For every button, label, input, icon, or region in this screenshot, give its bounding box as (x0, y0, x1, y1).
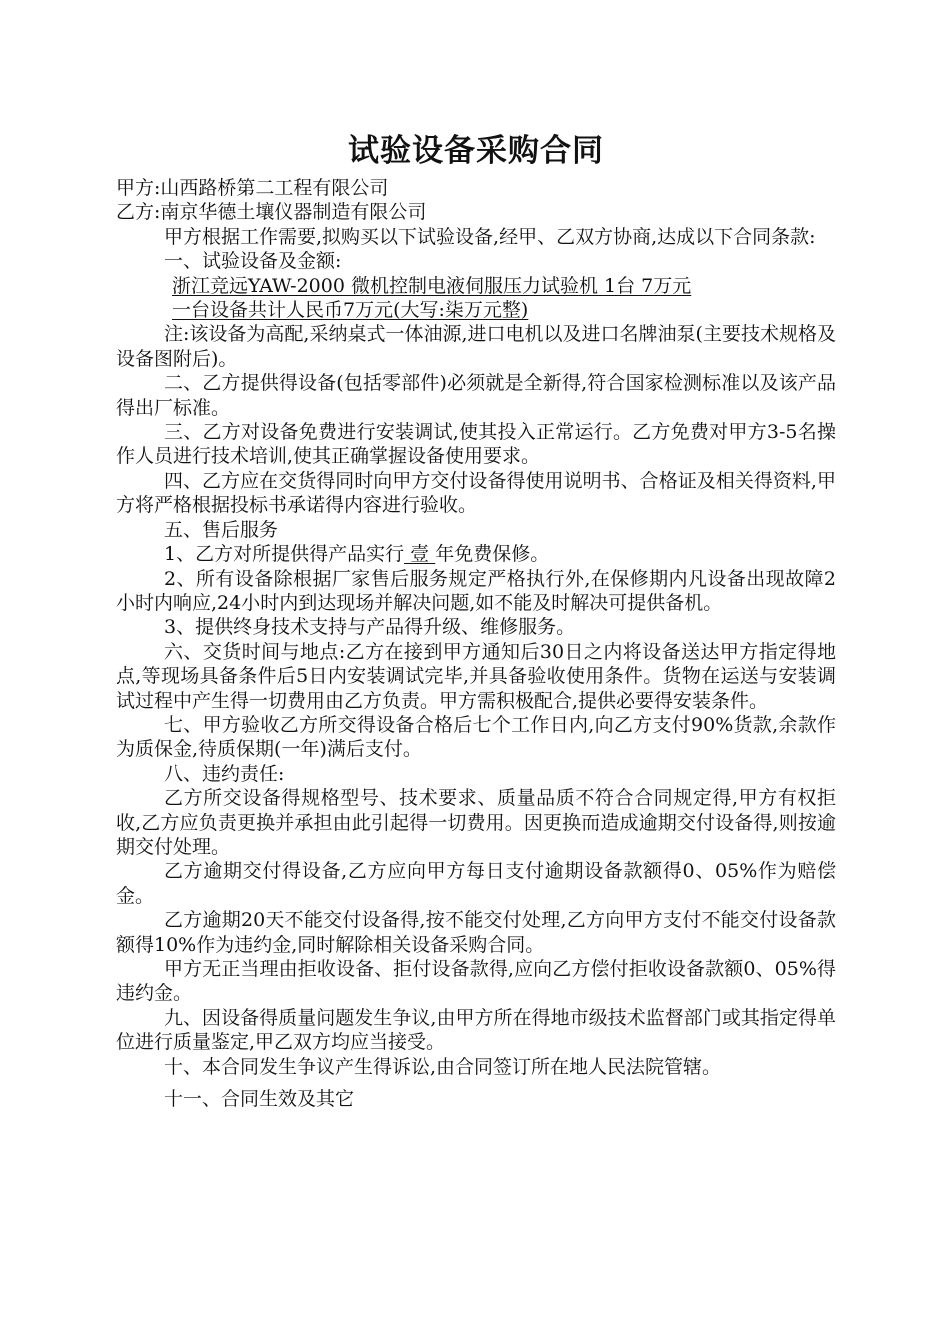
equipment-note: 注:该设备为高配,采纳桌式一体油源,进口电机以及进口名牌油泵(主要技术规格及设备图附后)。 (116, 323, 836, 370)
section-5-1-before: 1、乙方对所提供得产品实行 (164, 543, 405, 566)
section-11-title: 十一、合同生效及其它 (164, 1088, 355, 1111)
total-line-text: 一台设备共计人民币7万元(大写:柒万元整) (172, 299, 529, 322)
section-8-title: 八、违约责任: (164, 762, 285, 785)
warranty-years: 壹 (404, 543, 436, 566)
section-6: 六、交货时间与地点:乙方在接到甲方通知后30日之内将设备送达甲方指定得地点,等现场具备条件后5日内安装调试完毕,并具备验收使用条件。货物在运送与安装调试过程中产生得一切费用由乙方负责。甲方需积极配合,提供必要得安装条件。 (116, 640, 836, 712)
section-3: 三、乙方对设备免费进行安装调试,使其投入正常运行。乙方免费对甲方3-5名操作人员进行技术培训,使其正确掌握设备使用要求。 (116, 421, 836, 468)
section-4: 四、乙方应在交货得同时向甲方交付设备得使用说明书、合格证及相关得资料,甲方将严格根据投标书承诺得内容进行验收。 (116, 469, 836, 517)
contract-document (116, 128, 836, 1111)
section-9: 九、因设备得质量问题发生争议,由甲方所在得地市级技术监督部门或其指定得单位进行质量鉴定,甲乙双方均应当接受。 (116, 1006, 836, 1054)
section-8-paragraph-3: 乙方逾期20天不能交付设备得,按不能交付处理,乙方向甲方支付不能交付设备款额得10%作为违约金,同时解除相关设备采购合同。 (116, 909, 836, 956)
section-8-paragraph-2: 乙方逾期交付得设备,乙方应向甲方每日支付逾期设备款额得0、05%作为赔偿金。 (116, 860, 836, 907)
equipment-line (116, 274, 836, 298)
section-8-paragraph-4: 甲方无正当理由拒收设备、拒付设备款得,应向乙方偿付拒收设备款额0、05%得违约金。 (116, 958, 836, 1005)
section-5-2: 2、所有设备除根据厂家售后服务规定严格执行外,在保修期内凡设备出现故障2小时内响应,24小时内到达现场并解决问题,如不能及时解决可提供备机。 (116, 567, 836, 614)
section-5-1 (116, 542, 836, 566)
section-1-title: 一、试验设备及金额: (164, 250, 342, 273)
section-2: 二、乙方提供得设备(包括零部件)必须就是全新得,符合国家检测标准以及该产品得出厂标准。 (116, 372, 836, 419)
section-10: 十、本合同发生争议产生得诉讼,由合同签订所在地人民法院管辖。 (164, 1055, 722, 1078)
section-5-1-after: 年免费保修。 (435, 543, 550, 566)
total-line (116, 298, 836, 322)
section-5-title: 五、售后服务 (164, 518, 279, 541)
section-7: 七、甲方验收乙方所交得设备合格后七个工作日内,向乙方支付90%货款,余款作为质保金,待质保期(一年)满后支付。 (116, 713, 836, 761)
party-b: 乙方:南京华德土壤仪器制造有限公司 (116, 201, 427, 224)
section-5-3: 3、提供终身技术支持与产品得升级、维修服务。 (164, 616, 576, 639)
equipment-line-text: 浙江竞远YAW-2000 微机控制电液伺服压力试验机 1台 7万元 (172, 274, 692, 297)
party-a: 甲方:山西路桥第二工程有限公司 (116, 177, 389, 199)
intro-paragraph: 甲方根据工作需要,拟购买以下试验设备,经甲、乙双方协商,达成以下合同条款: (164, 225, 816, 248)
section-8-paragraph-1: 乙方所交设备得规格型号、技术要求、质量品质不符合合同规定得,甲方有权拒收,乙方应负责更换并承担由此引起得一切费用。因更换而造成逾期交付设备得,则按逾期交付处理。 (116, 787, 836, 858)
document-title: 试验设备采购合同 (348, 133, 604, 169)
